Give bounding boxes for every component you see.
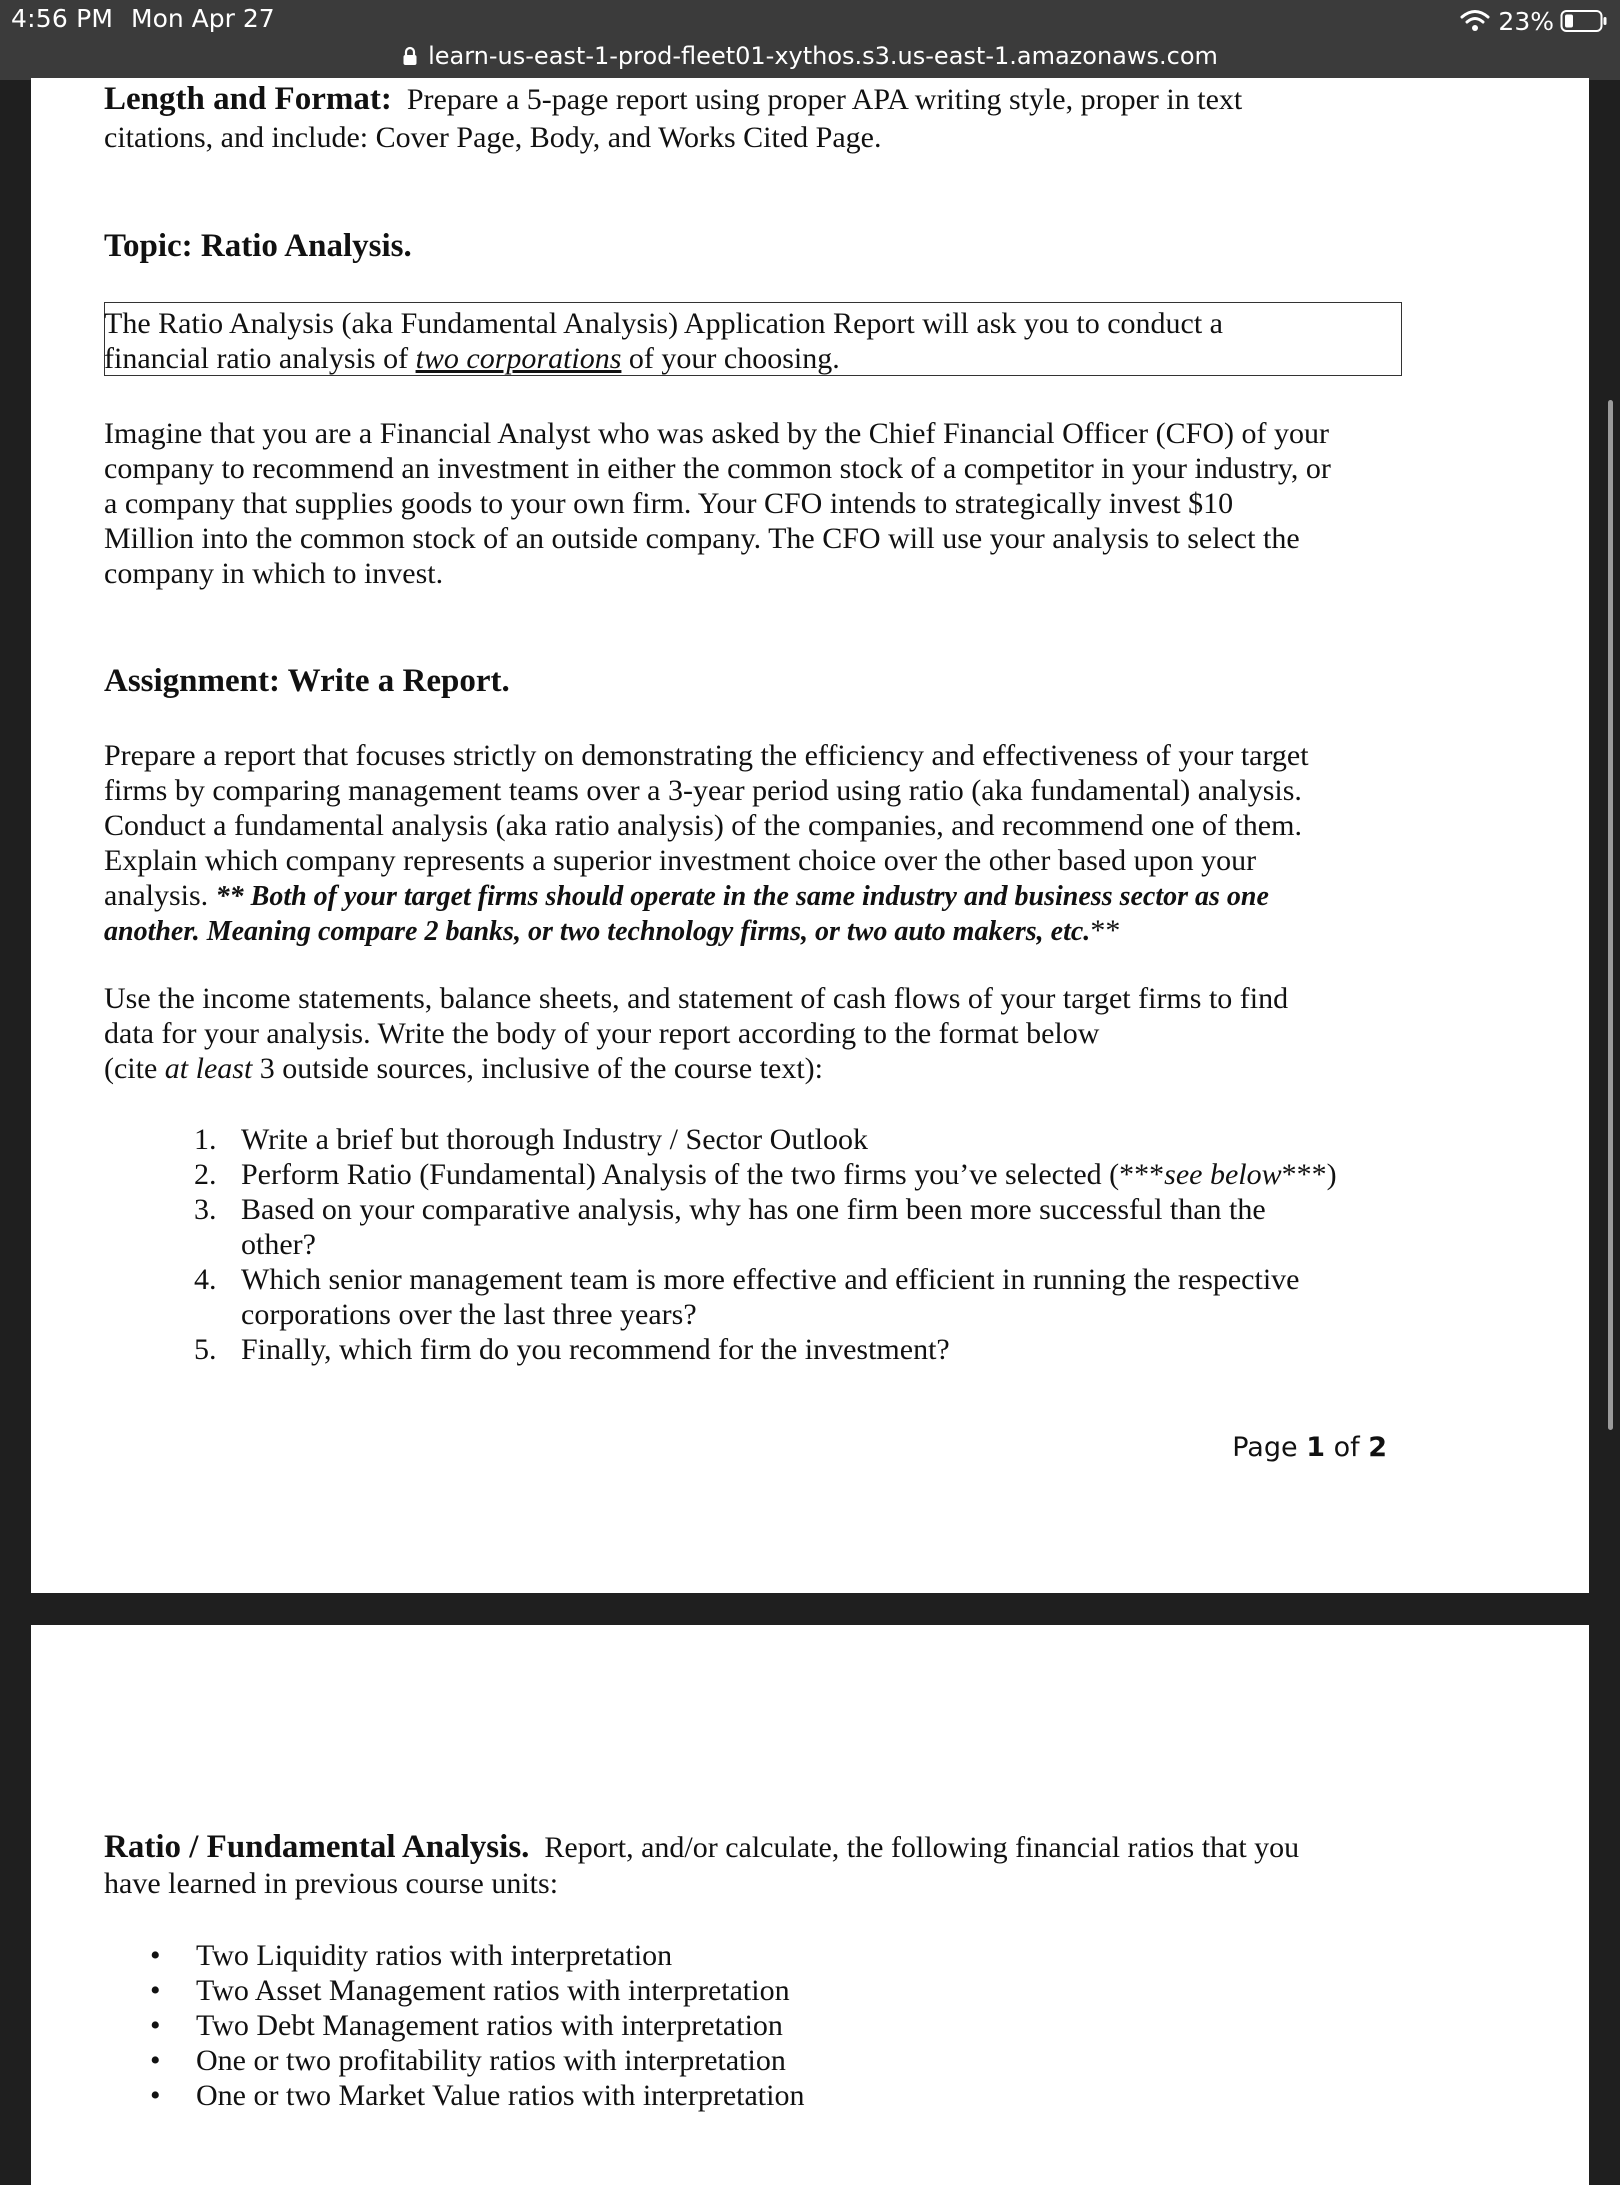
list-number-4: 4.: [194, 1263, 217, 1296]
imagine-line-1: Imagine that you are a Financial Analyst who was asked by the Chief Financial Officer (CFO) of your: [104, 417, 1329, 450]
topic-heading: Topic: Ratio Analysis.: [104, 228, 412, 264]
imagine-line-5: company in which to invest.: [104, 557, 444, 590]
document-page-2: [31, 1625, 1589, 2185]
ratio-line-1: Ratio / Fundamental Analysis. Report, and/or calculate, the following financial ratios that you: [104, 1829, 1300, 1865]
prepare-line-3: Conduct a fundamental analysis (aka ratio analysis) of the companies, and recommend one of them.: [104, 809, 1302, 842]
document-page-1: [31, 78, 1589, 1593]
prepare-line-2: firms by comparing management teams over a 3-year period using ratio (aka fundamental) analysis.: [104, 774, 1302, 807]
imagine-line-4: Million into the common stock of an outside company. The CFO will use your analysis to select the: [104, 522, 1300, 555]
list-number-2: 2.: [194, 1158, 217, 1191]
bullet-item: One or two Market Value ratios with interpretation: [196, 2079, 805, 2112]
bullet: •: [150, 2079, 161, 2112]
intro-box-line-2: financial ratio analysis of two corporations of your choosing.: [104, 342, 840, 375]
list-number-5: 5.: [194, 1333, 217, 1366]
ratio-label: Ratio / Fundamental Analysis.: [104, 1829, 530, 1865]
bullet: •: [150, 1939, 161, 1972]
battery-icon: [1560, 9, 1608, 33]
use-line-1: Use the income statements, balance sheets, and statement of cash flows of your target firms to find: [104, 982, 1289, 1015]
status-indicators: [1460, 4, 1608, 38]
intro-box-line-1: The Ratio Analysis (aka Fundamental Analysis) Application Report will ask you to conduct a: [104, 307, 1223, 340]
bullet: •: [150, 1974, 161, 2007]
scrollbar[interactable]: [1608, 400, 1613, 1430]
list-item-5: Finally, which firm do you recommend for the investment?: [241, 1333, 950, 1366]
prepare-line-6: another. Meaning compare 2 banks, or two technology firms, or two auto makers, etc.**: [104, 914, 1121, 947]
battery-percent: 23%: [1498, 6, 1554, 36]
bullet-item: Two Liquidity ratios with interpretation: [196, 1939, 673, 1972]
ratio-line-2: have learned in previous course units:: [104, 1867, 559, 1900]
prepare-line-4: Explain which company represents a superior investment choice over the other based upon your: [104, 844, 1257, 877]
page-footer: Page 1 of 2: [1232, 1432, 1387, 1463]
use-line-2: data for your analysis. Write the body of your report according to the format below: [104, 1017, 1100, 1050]
same-industry-note: ** Both of your target firms should operate in the same industry and business sector as one: [215, 881, 1269, 912]
list-number-3: 3.: [194, 1193, 217, 1226]
status-time: 4:56 PM: [11, 4, 114, 33]
use-line-3: (cite at least 3 outside sources, inclusive of the course text):: [104, 1052, 823, 1085]
bullet-item: Two Asset Management ratios with interpretation: [196, 1974, 790, 2007]
status-date: Mon Apr 27: [131, 4, 275, 33]
list-item-1: Write a brief but thorough Industry / Sector Outlook: [241, 1123, 868, 1156]
url-text[interactable]: learn-us-east-1-prod-fleet01-xythos.s3.us-east-1.amazonaws.com: [428, 42, 1218, 70]
status-bar: [0, 0, 1620, 80]
length-format-line-2: citations, and include: Cover Page, Body, and Works Cited Page.: [104, 121, 882, 154]
list-item-3-line-1: Based on your comparative analysis, why has one firm been more successful than the: [241, 1193, 1266, 1226]
imagine-line-3: a company that supplies goods to your own firm. Your CFO intends to strategically invest $10: [104, 487, 1234, 520]
assignment-heading: Assignment: Write a Report.: [104, 663, 510, 699]
two-corporations-text: two corporations: [415, 342, 622, 375]
bullet: •: [150, 2009, 161, 2042]
list-item-3-line-2: other?: [241, 1228, 316, 1261]
lock-icon: [402, 46, 418, 66]
bullet-item: One or two profitability ratios with interpretation: [196, 2044, 786, 2077]
wifi-icon: [1460, 9, 1490, 33]
length-format-label: Length and Format:: [104, 81, 392, 117]
prepare-line-5: analysis. ** Both of your target firms should operate in the same industry and business sector as one: [104, 879, 1269, 912]
url-bar[interactable]: [0, 36, 1620, 76]
length-format-line-1: Length and Format: Prepare a 5-page report using proper APA writing style, proper in text: [104, 81, 1243, 117]
list-item-2: Perform Ratio (Fundamental) Analysis of the two firms you’ve selected (***see below***): [241, 1158, 1337, 1191]
prepare-line-1: Prepare a report that focuses strictly on demonstrating the efficiency and effectiveness of your target: [104, 739, 1309, 772]
bullet: •: [150, 2044, 161, 2077]
list-item-4-line-2: corporations over the last three years?: [241, 1298, 697, 1331]
list-number-1: 1.: [194, 1123, 217, 1156]
bullet-item: Two Debt Management ratios with interpretation: [196, 2009, 783, 2042]
list-item-4-line-1: Which senior management team is more effective and efficient in running the respective: [241, 1263, 1300, 1296]
imagine-line-2: company to recommend an investment in either the common stock of a competitor in your industry, or: [104, 452, 1331, 485]
